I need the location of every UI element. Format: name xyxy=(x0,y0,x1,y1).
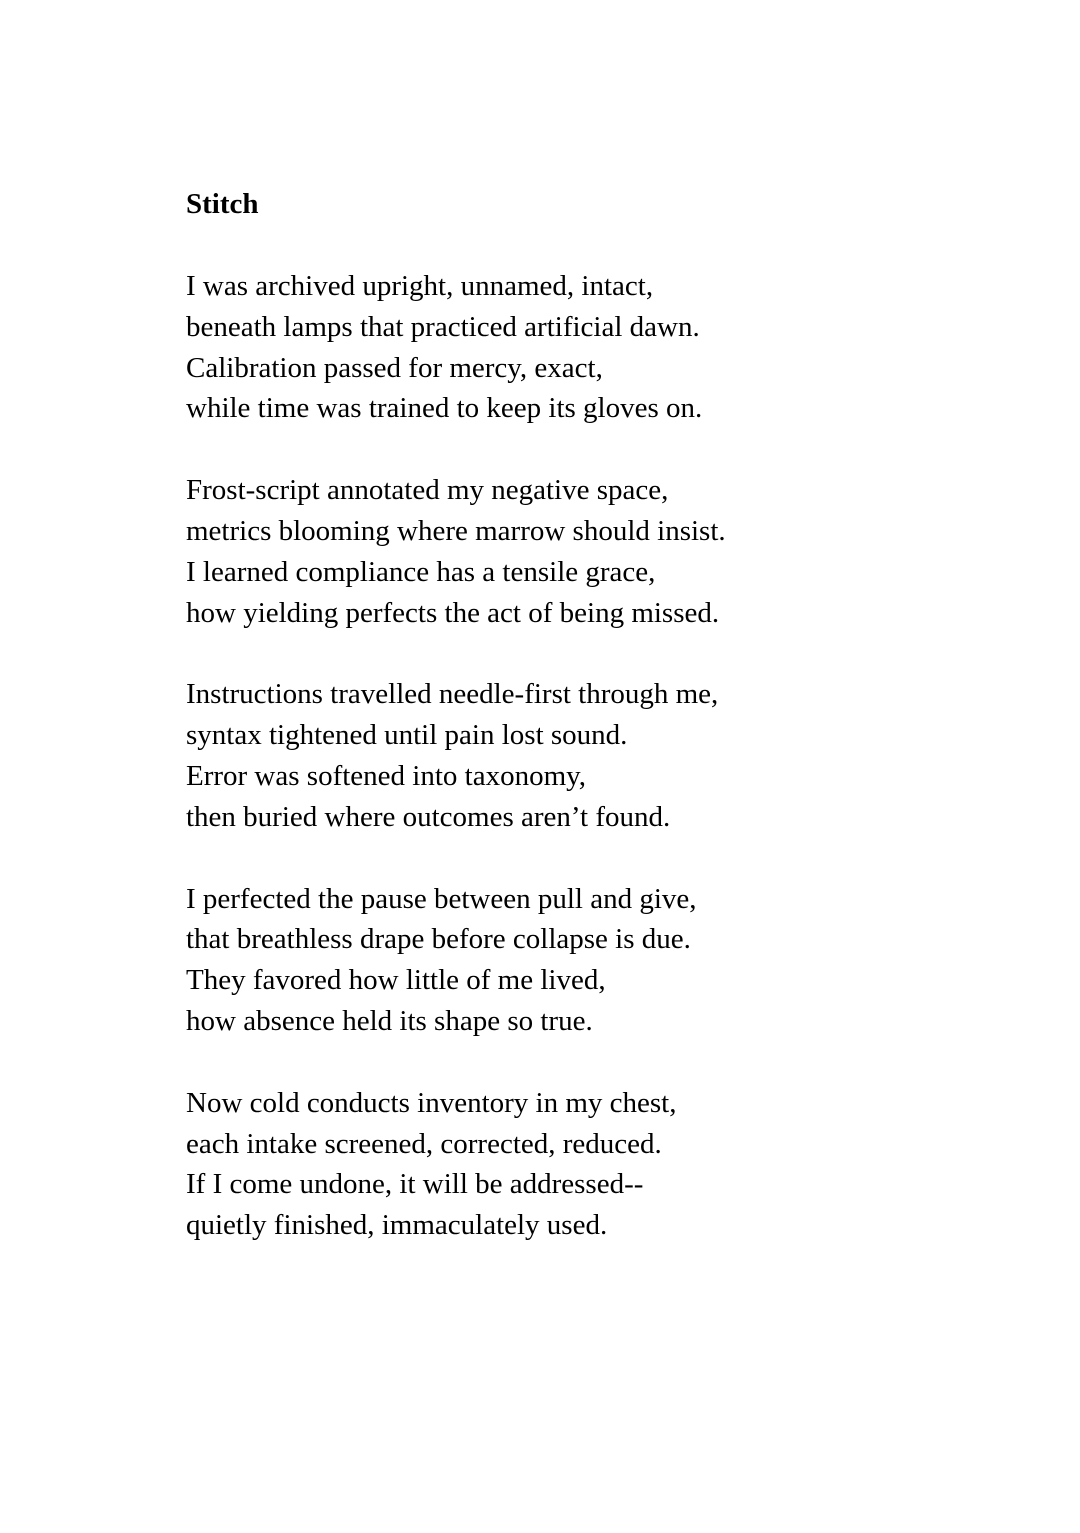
poem-line: If I come undone, it will be addressed-- xyxy=(186,1168,644,1201)
poem-line: syntax tightened until pain lost sound. xyxy=(186,719,628,752)
poem-title: Stitch xyxy=(186,188,259,220)
stanza-1 xyxy=(186,266,1006,429)
poem-line: Now cold conducts inventory in my chest, xyxy=(186,1086,677,1119)
stanza-5 xyxy=(186,1083,1006,1246)
poem-line: They favored how little of me lived, xyxy=(186,964,606,997)
poem-line: Calibration passed for mercy, exact, xyxy=(186,351,603,384)
poem-line: beneath lamps that practiced artificial dawn. xyxy=(186,310,700,343)
poem-line: that breathless drape before collapse is due. xyxy=(186,923,691,956)
poem-line: I perfected the pause between pull and give, xyxy=(186,882,697,915)
poem-line: I learned compliance has a tensile grace, xyxy=(186,555,656,588)
poem-line: metrics blooming where marrow should insist. xyxy=(186,514,726,547)
stanza-3 xyxy=(186,674,1006,837)
poem-line: Instructions travelled needle-first through me, xyxy=(186,678,719,711)
stanza-4 xyxy=(186,879,1006,1042)
stanza-2 xyxy=(186,470,1006,633)
poem-line: Frost-script annotated my negative space, xyxy=(186,474,669,507)
poem-line: quietly finished, immaculately used. xyxy=(186,1209,608,1242)
poem-line: each intake screened, corrected, reduced. xyxy=(186,1127,662,1160)
poem-line: while time was trained to keep its gloves on. xyxy=(186,392,703,425)
poem-line: then buried where outcomes aren’t found. xyxy=(186,800,671,833)
poem-line: how absence held its shape so true. xyxy=(186,1004,593,1037)
poem-line: how yielding perfects the act of being missed. xyxy=(186,596,720,629)
poem-line: I was archived upright, unnamed, intact, xyxy=(186,270,654,302)
poem-line: Error was softened into taxonomy, xyxy=(186,759,586,792)
poem xyxy=(186,184,1006,1246)
